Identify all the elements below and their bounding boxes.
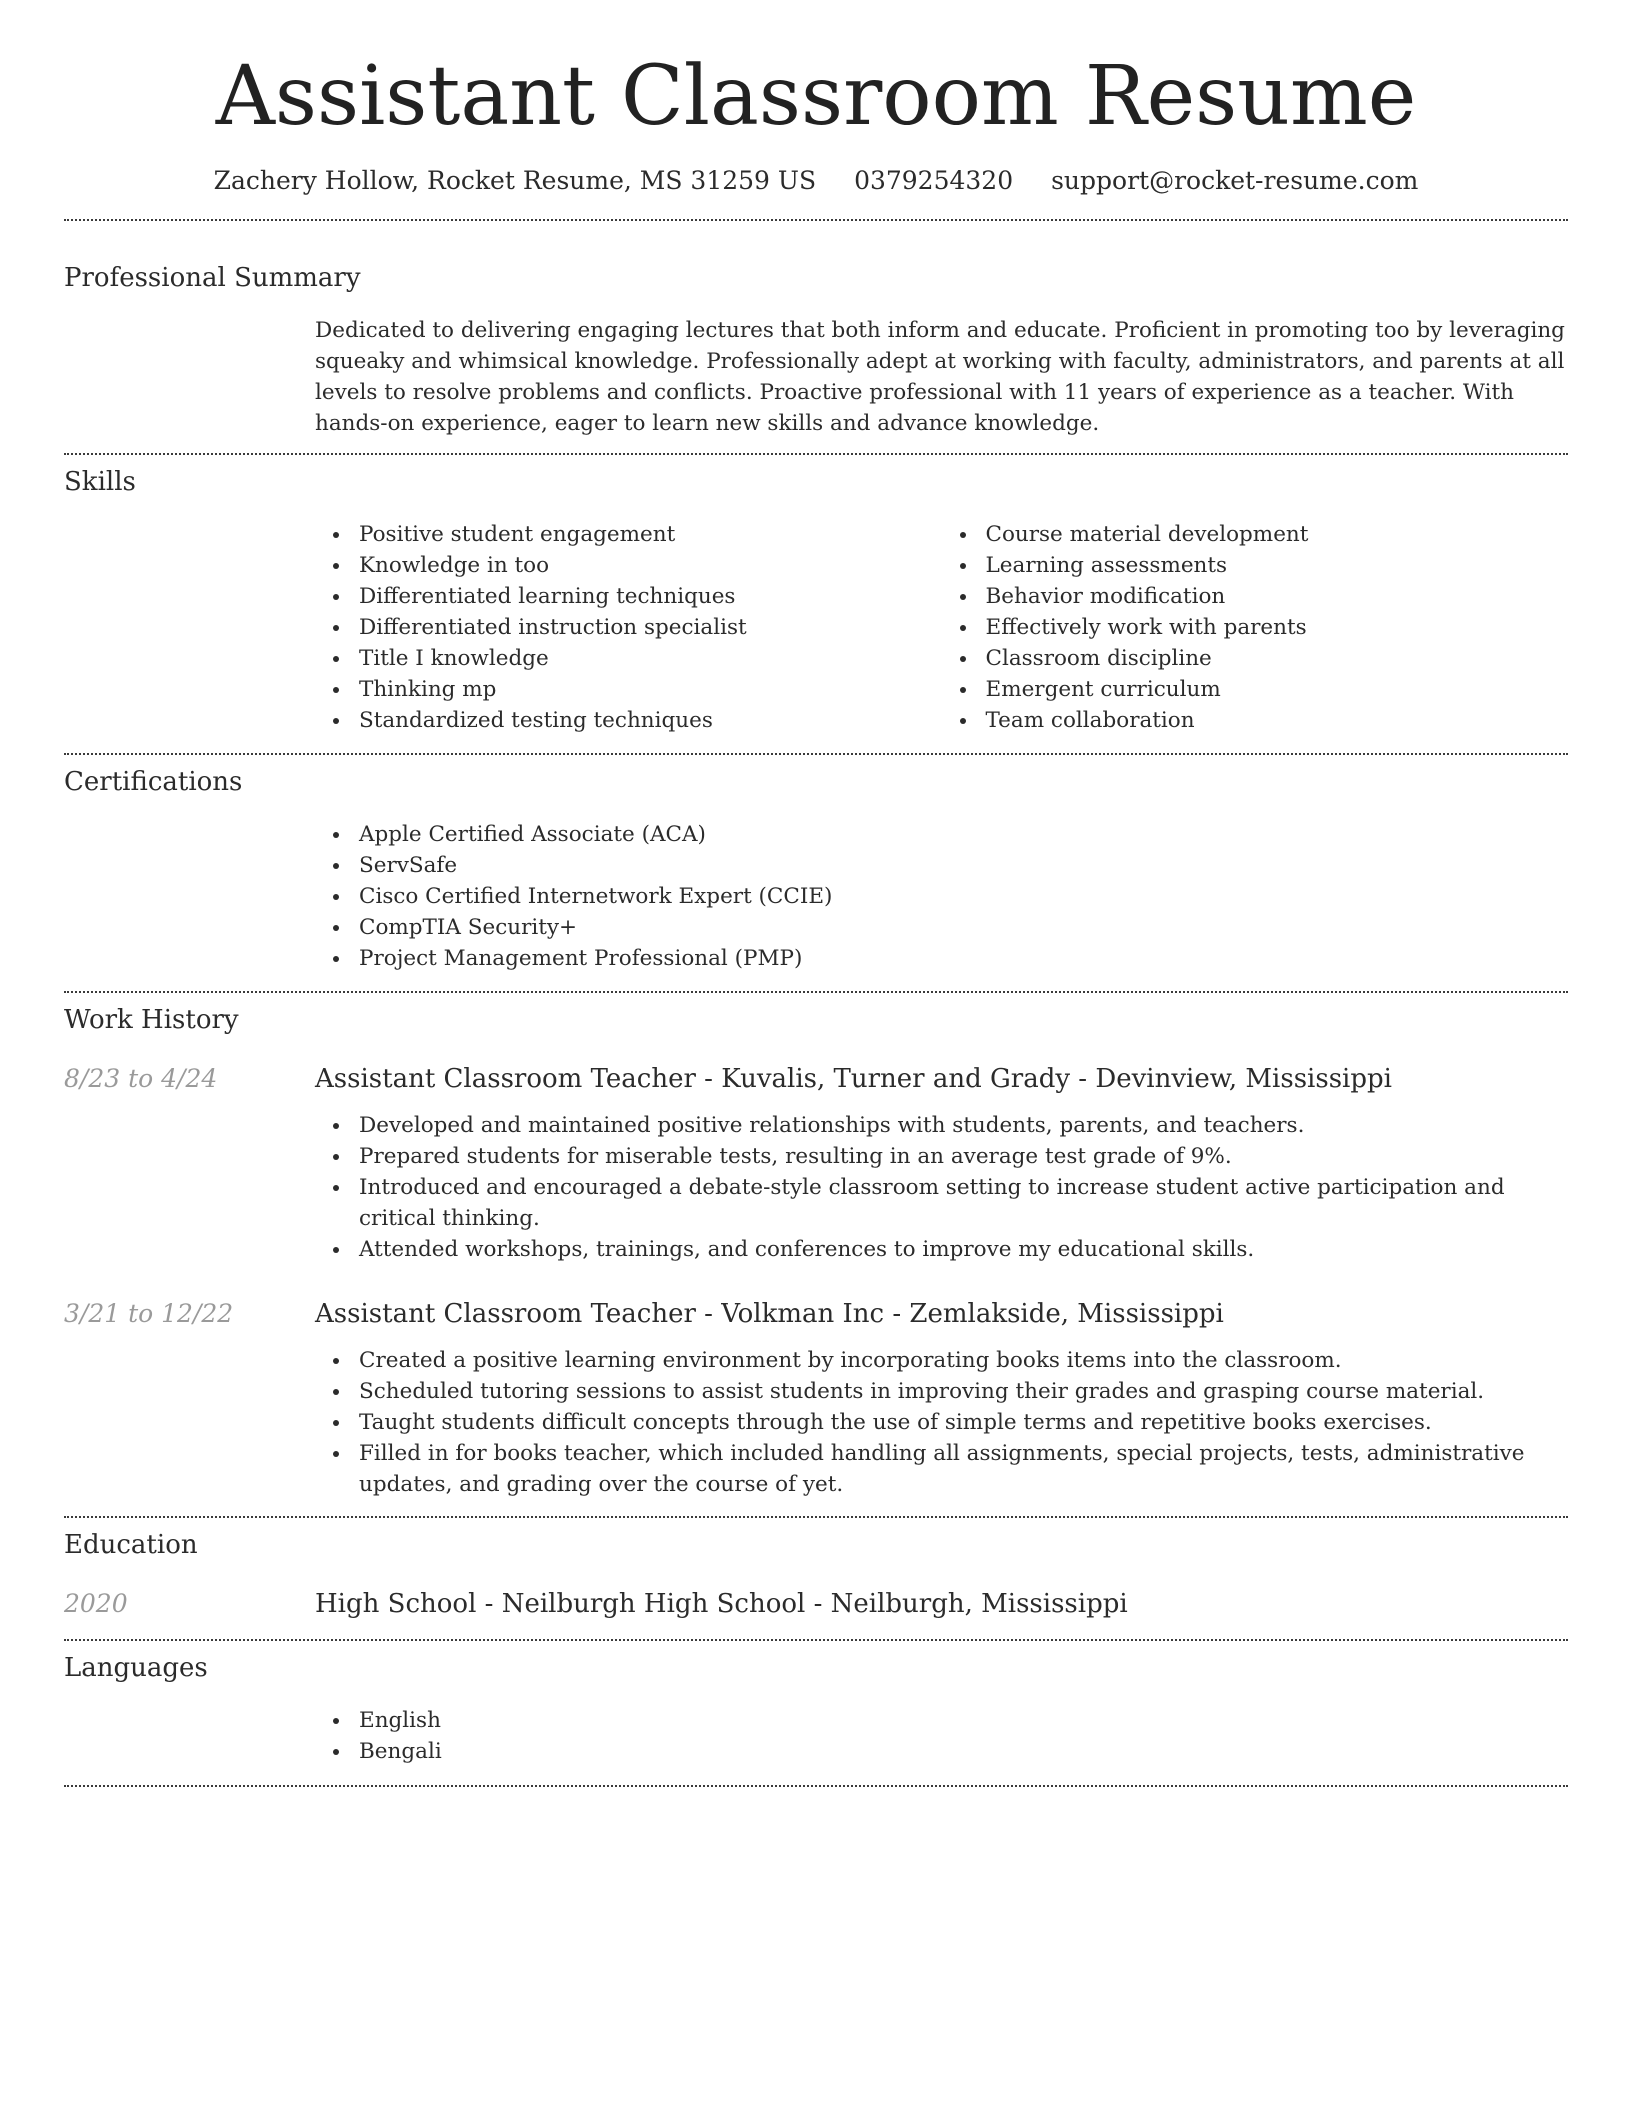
skill-item: Emergent curriculum — [986, 674, 1569, 705]
job-dates: 8/23 to 4/24 — [64, 1064, 218, 1093]
job-bullet: Created a positive learning environment by incorporating books items into the classroom. — [359, 1345, 1568, 1376]
resume-title: Assistant Classroom Resume — [215, 49, 1417, 144]
job-header — [64, 1062, 1568, 1096]
section-heading-languages: Languages — [64, 1653, 208, 1683]
skill-item: Title I knowledge — [359, 643, 942, 674]
job-bullet: Taught students difficult concepts through the use of simple terms and repetitive books exercises. — [359, 1407, 1568, 1438]
skill-item: Thinking mp — [359, 674, 942, 705]
skill-item: Positive student engagement — [359, 519, 942, 550]
section-heading-skills: Skills — [64, 467, 136, 497]
summary-text: Dedicated to delivering engaging lectures that both inform and educate. Proficient in promoting too by leveraging squeaky and whimsical knowledge. Professionally adept at working with faculty, administrators, and parents at all levels to resolve problems and conflicts. Proactive professional with 11 years of experience as a teacher. With hands-on experience, eager to learn new skills and advance knowledge. — [315, 318, 1565, 436]
skill-item: Team collaboration — [986, 705, 1569, 736]
language-item: English — [359, 1705, 1568, 1736]
languages-body — [315, 1705, 1568, 1767]
divider — [64, 453, 1568, 455]
education-entry — [64, 1587, 1568, 1621]
job-title: Assistant Classroom Teacher - Kuvalis, Turner and Grady - Devinview, Mississippi — [315, 1064, 1392, 1094]
job-bullets — [315, 1110, 1568, 1265]
section-heading-education: Education — [64, 1530, 198, 1560]
job-bullet: Prepared students for miserable tests, resulting in an average test grade of 9%. — [359, 1141, 1568, 1172]
certification-item: Cisco Certified Internetwork Expert (CCIE) — [359, 881, 1568, 912]
divider — [64, 753, 1568, 755]
section-heading-work: Work History — [64, 1005, 239, 1035]
skills-list-right — [942, 519, 1569, 736]
job-bullets — [315, 1345, 1568, 1500]
skill-item: Differentiated learning techniques — [359, 581, 942, 612]
job-bullet: Introduced and encouraged a debate-style classroom setting to increase student active participation and critical thinking. — [359, 1172, 1568, 1234]
contact-phone: 0379254320 — [854, 166, 1014, 195]
skills-columns — [315, 519, 1568, 736]
job-body — [315, 1345, 1568, 1500]
divider — [64, 1639, 1568, 1641]
resume-page — [64, 0, 1568, 1787]
summary-body — [315, 315, 1568, 439]
education-year: 2020 — [64, 1589, 128, 1618]
section-heading-summary: Professional Summary — [64, 263, 361, 293]
skill-item: Knowledge in too — [359, 550, 942, 581]
job-header — [64, 1297, 1568, 1331]
divider — [64, 1516, 1568, 1518]
contact-line — [64, 164, 1568, 198]
section-heading-certifications: Certifications — [64, 767, 243, 797]
certification-item: ServSafe — [359, 850, 1568, 881]
job-dates: 3/21 to 12/22 — [64, 1299, 234, 1328]
skills-list-left — [315, 519, 942, 736]
skill-item: Behavior modification — [986, 581, 1569, 612]
divider — [64, 1785, 1568, 1787]
divider — [64, 991, 1568, 993]
certifications-list — [315, 819, 1568, 974]
job-bullet: Developed and maintained positive relationships with students, parents, and teachers. — [359, 1110, 1568, 1141]
certification-item: CompTIA Security+ — [359, 912, 1568, 943]
skill-item: Learning assessments — [986, 550, 1569, 581]
skill-item: Effectively work with parents — [986, 612, 1569, 643]
certification-item: Apple Certified Associate (ACA) — [359, 819, 1568, 850]
divider — [64, 219, 1568, 221]
job-body — [315, 1110, 1568, 1265]
certification-item: Project Management Professional (PMP) — [359, 943, 1568, 974]
job-bullet: Filled in for books teacher, which included handling all assignments, special projects, tests, administrative updates, and grading over the course of yet. — [359, 1438, 1568, 1500]
contact-address: Zachery Hollow, Rocket Resume, MS 31259 US — [213, 166, 817, 195]
job-bullet: Attended workshops, trainings, and conferences to improve my educational skills. — [359, 1234, 1568, 1265]
certifications-body — [315, 819, 1568, 974]
skill-item: Classroom discipline — [986, 643, 1569, 674]
languages-list — [315, 1705, 1568, 1767]
skill-item: Differentiated instruction specialist — [359, 612, 942, 643]
language-item: Bengali — [359, 1736, 1568, 1767]
education-detail: High School - Neilburgh High School - Neilburgh, Mississippi — [315, 1589, 1128, 1619]
skill-item: Standardized testing techniques — [359, 705, 942, 736]
skill-item: Course material development — [986, 519, 1569, 550]
job-bullet: Scheduled tutoring sessions to assist students in improving their grades and grasping course material. — [359, 1376, 1568, 1407]
job-title: Assistant Classroom Teacher - Volkman Inc - Zemlakside, Mississippi — [315, 1299, 1224, 1329]
contact-email: support@rocket-resume.com — [1051, 166, 1419, 195]
